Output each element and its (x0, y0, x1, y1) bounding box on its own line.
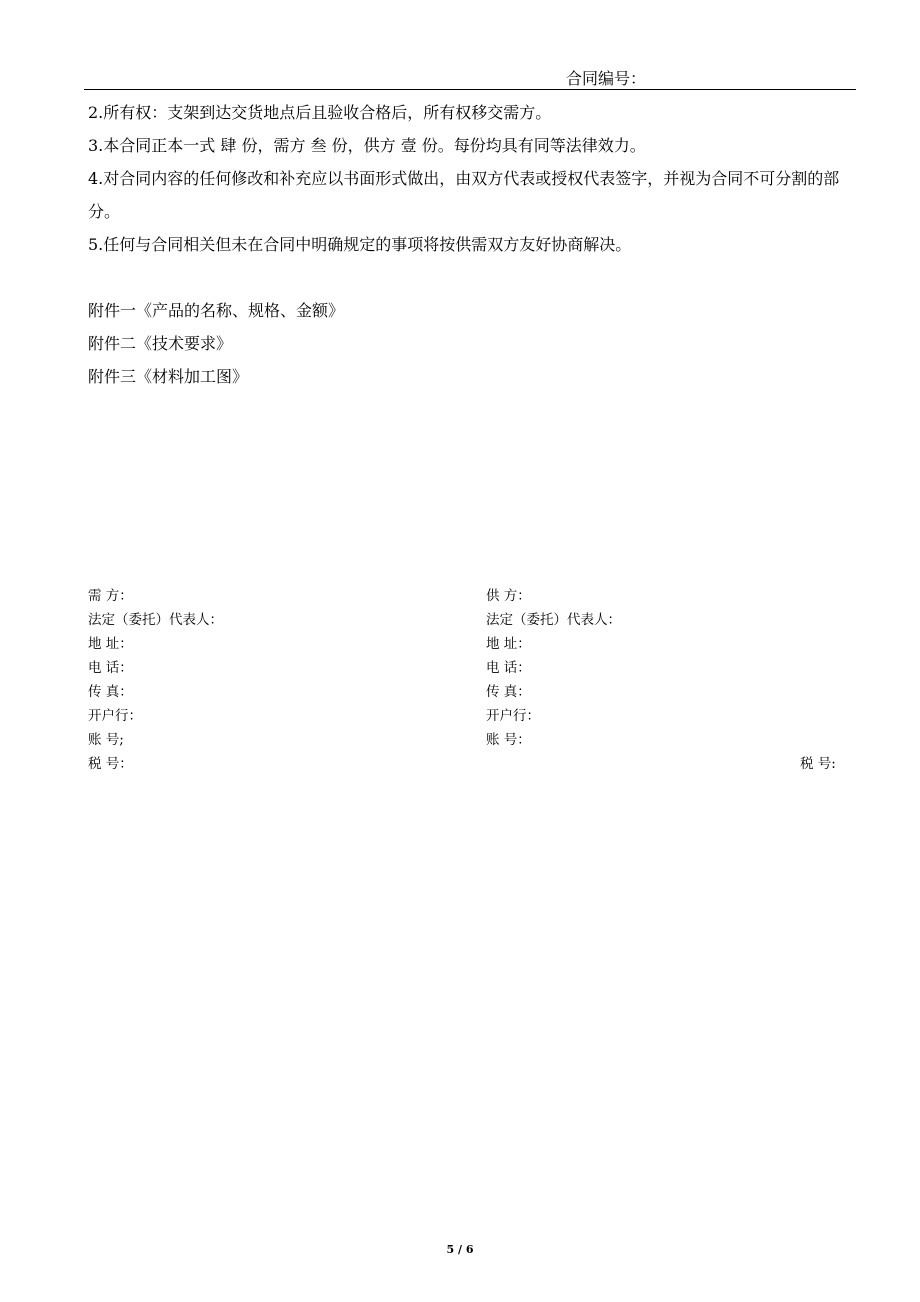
supplier-bank: 开户行： (486, 708, 540, 724)
clause-negotiation: 5.任何与合同相关但未在合同中明确规定的事项将按供需双方友好协商解决。 (88, 235, 632, 254)
attachment-list (88, 294, 344, 393)
page-number: 5 / 6 (446, 1243, 474, 1256)
buyer-tax-number: 税 号： (88, 756, 133, 772)
buyer-info-block (88, 584, 223, 776)
clause-copies: 3.本合同正本一式 肆 份，需方 叁 份，供方 壹 份。每份均具有同等法律效力。 (88, 136, 646, 155)
supplier-account: 账 号： (486, 732, 531, 748)
buyer-address: 地 址： (88, 636, 133, 652)
supplier-party: 供 方： (486, 588, 531, 604)
supplier-address: 地 址： (486, 636, 531, 652)
attachment-1: 附件一《产品的名称、规格、金额》 (88, 301, 345, 320)
contract-clauses (88, 96, 856, 261)
buyer-representative: 法定（委托）代表人： (88, 612, 223, 628)
supplier-fax: 传 真： (486, 684, 531, 700)
buyer-party: 需 方： (88, 588, 133, 604)
buyer-fax: 传 真： (88, 684, 133, 700)
buyer-phone: 电 话： (88, 660, 133, 676)
clause-amendments: 4.对合同内容的任何修改和补充应以书面形式做出，由双方代表或授权代表签字，并视为合同不可分割的部分。 (88, 169, 840, 221)
clause-ownership: 2.所有权：支架到达交货地点后且验收合格后，所有权移交需方。 (88, 103, 552, 122)
supplier-tax-number: 税 号: (800, 756, 836, 772)
supplier-representative: 法定（委托）代表人： (486, 612, 621, 628)
supplier-phone: 电 话： (486, 660, 531, 676)
attachment-2: 附件二《技术要求》 (88, 334, 233, 353)
contract-number-label: 合同编号： (566, 69, 647, 88)
buyer-account: 账 号; (88, 732, 124, 748)
supplier-info-block (486, 584, 621, 752)
attachment-3: 附件三《材料加工图》 (88, 367, 249, 386)
header-rule (84, 89, 856, 90)
buyer-bank: 开户行： (88, 708, 142, 724)
